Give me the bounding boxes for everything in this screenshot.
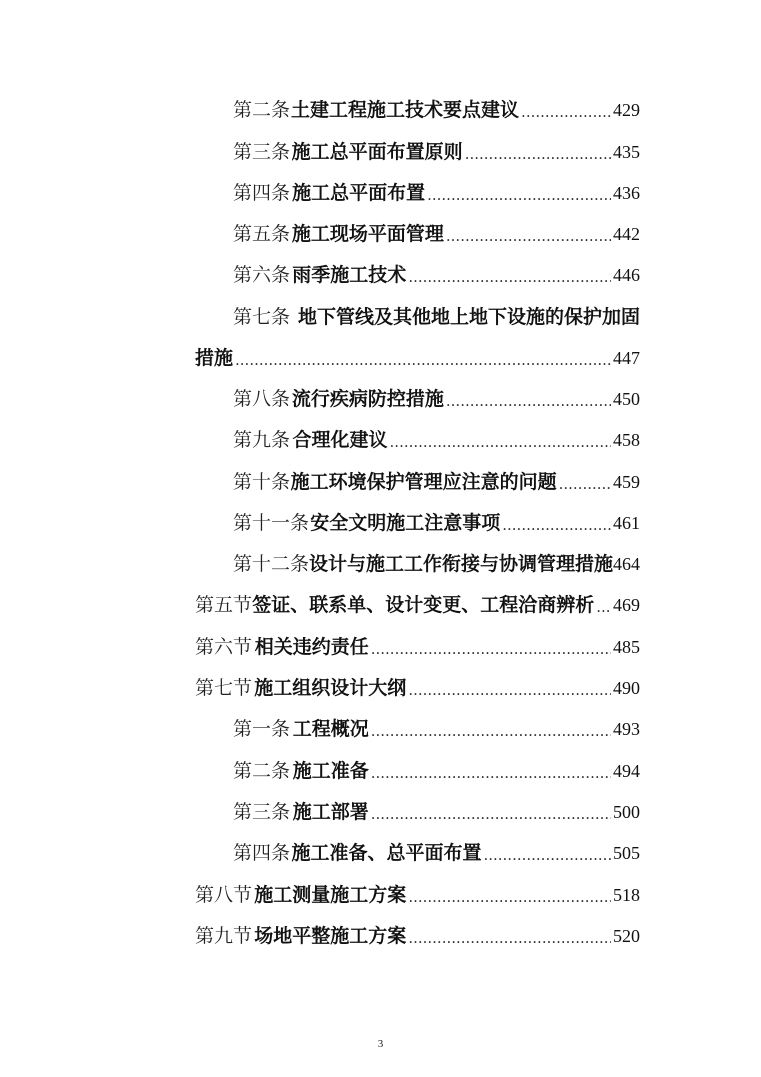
toc-entry-title: 地下管线及其他地上地下设施的保护加固 xyxy=(297,306,640,328)
toc-entry-page: 485 xyxy=(613,637,640,657)
toc-section-entry[interactable] xyxy=(195,921,640,951)
toc-entry-number: 第九条 xyxy=(233,429,291,451)
toc-entry-title: 施工环境保护管理应注意的问题 xyxy=(290,471,557,493)
toc-entry[interactable] xyxy=(233,756,640,786)
toc-leader-dots xyxy=(408,675,611,705)
toc-entry-title: 签证、联系单、设计变更、工程洽商辨析 xyxy=(252,594,595,616)
toc-entry-page: 520 xyxy=(613,926,640,946)
toc-entry-title: 雨季施工技术 xyxy=(292,264,407,286)
toc-leader-dots xyxy=(371,799,611,829)
toc-leader-dots xyxy=(235,345,611,375)
toc-entry-page: 458 xyxy=(613,430,640,450)
toc-entry-page: 436 xyxy=(613,183,640,203)
toc-entry-title: 施工准备、总平面布置 xyxy=(291,842,482,864)
toc-entry[interactable] xyxy=(233,302,640,332)
toc-leader-dots xyxy=(521,97,611,127)
toc-entry[interactable] xyxy=(233,838,640,868)
toc-entry-title: 合理化建议 xyxy=(292,429,388,451)
toc-entry[interactable] xyxy=(233,797,640,827)
toc-entry-continuation[interactable] xyxy=(195,343,640,373)
toc-entry-number: 第五节 xyxy=(195,594,253,616)
toc-entry-page: 435 xyxy=(613,142,640,162)
toc-entry-number: 第七节 xyxy=(195,677,253,699)
toc-entry-page: 450 xyxy=(613,389,640,409)
toc-entry-title: 施工总平面布置原则 xyxy=(291,141,463,163)
toc-entry-page: 447 xyxy=(613,348,640,368)
toc-entry-page: 500 xyxy=(613,802,640,822)
toc-entry-number: 第四条 xyxy=(233,842,291,864)
toc-leader-dots xyxy=(465,139,611,169)
toc-entry-title: 措施 xyxy=(195,347,234,369)
toc-section-entry[interactable] xyxy=(195,590,640,620)
toc-leader-dots xyxy=(596,592,611,622)
toc-entry-title: 施工测量施工方案 xyxy=(254,884,407,906)
toc-entry-title: 施工准备 xyxy=(292,760,369,782)
toc-entry-number: 第六条 xyxy=(233,264,291,286)
toc-entry-number: 第一条 xyxy=(233,718,291,740)
toc-entry[interactable] xyxy=(233,219,640,249)
toc-entry-title: 相关违约责任 xyxy=(254,636,369,658)
toc-entry-page: 464 xyxy=(613,554,641,574)
toc-leader-dots xyxy=(408,882,611,912)
toc-section-entry[interactable] xyxy=(195,673,640,703)
toc-section-entry[interactable] xyxy=(195,632,640,662)
toc-leader-dots xyxy=(427,180,611,210)
toc-entry-title: 工程概况 xyxy=(292,718,369,740)
toc-entry-number: 第三条 xyxy=(233,141,291,163)
toc-leader-dots xyxy=(559,469,611,499)
toc-entry-page: 429 xyxy=(613,100,640,120)
toc-leader-dots xyxy=(390,427,611,457)
toc-entry-page: 494 xyxy=(613,761,640,781)
toc-entry-title: 施工总平面布置 xyxy=(292,182,426,204)
toc-leader-dots xyxy=(446,221,611,251)
toc-entry-page: 490 xyxy=(613,678,640,698)
toc-leader-dots xyxy=(502,510,611,540)
toc-leader-dots xyxy=(371,758,611,788)
toc-section-entry[interactable] xyxy=(195,880,640,910)
toc-entry-page: 442 xyxy=(613,224,640,244)
toc-entry-number: 第十二条 xyxy=(233,553,310,575)
toc-entry[interactable] xyxy=(233,549,640,579)
toc-leader-dots xyxy=(446,386,611,416)
toc-entry-page: 469 xyxy=(613,595,640,615)
toc-entry[interactable] xyxy=(233,384,640,414)
toc-leader-dots xyxy=(371,716,611,746)
toc-entry-title: 场地平整施工方案 xyxy=(254,925,407,947)
toc-entry-number: 第二条 xyxy=(233,99,291,121)
toc-entry-title: 施工部署 xyxy=(292,801,369,823)
toc-leader-dots xyxy=(408,262,611,292)
toc-entry[interactable] xyxy=(233,508,640,538)
toc-entry-number: 第四条 xyxy=(233,182,291,204)
toc-entry-page: 505 xyxy=(613,843,640,863)
toc-entry-number: 第十条 xyxy=(233,471,291,493)
toc-entry-number: 第七条 xyxy=(233,306,291,328)
toc-entry-number: 第八节 xyxy=(195,884,253,906)
toc-entry-title: 设计与施工工作衔接与协调管理措施 xyxy=(309,553,614,575)
toc-entry[interactable] xyxy=(233,425,640,455)
toc-entry[interactable] xyxy=(233,714,640,744)
toc-leader-dots xyxy=(371,634,611,664)
toc-entry-page: 461 xyxy=(613,513,640,533)
toc-entry[interactable] xyxy=(233,95,640,125)
toc-entry-title: 安全文明施工注意事项 xyxy=(310,512,501,534)
page-number: 3 xyxy=(377,1038,384,1050)
toc-entry-title: 施工组织设计大纲 xyxy=(254,677,407,699)
toc-entry-page: 446 xyxy=(613,265,640,285)
toc-entry-number: 第三条 xyxy=(233,801,291,823)
toc-entry-title: 流行疾病防控措施 xyxy=(291,388,444,410)
toc-entry-page: 518 xyxy=(613,885,640,905)
toc-entry[interactable] xyxy=(233,137,640,167)
toc-entry-number: 第二条 xyxy=(233,760,291,782)
toc-leader-dots xyxy=(483,840,611,870)
toc-entry-title: 土建工程施工技术要点建议 xyxy=(291,99,520,121)
toc-entry-title: 施工现场平面管理 xyxy=(291,223,444,245)
toc-entry-number: 第八条 xyxy=(233,388,291,410)
toc-entry-page: 459 xyxy=(613,472,640,492)
toc-entry-page: 493 xyxy=(613,719,640,739)
toc-entry-number: 第十一条 xyxy=(233,512,310,534)
toc-entry-number: 第六节 xyxy=(195,636,253,658)
toc-entry-number: 第九节 xyxy=(195,925,253,947)
toc-entry[interactable] xyxy=(233,467,640,497)
toc-entry-number: 第五条 xyxy=(233,223,291,245)
toc-leader-dots xyxy=(408,923,611,953)
toc-entry[interactable] xyxy=(233,260,640,290)
toc-entry[interactable] xyxy=(233,178,640,208)
